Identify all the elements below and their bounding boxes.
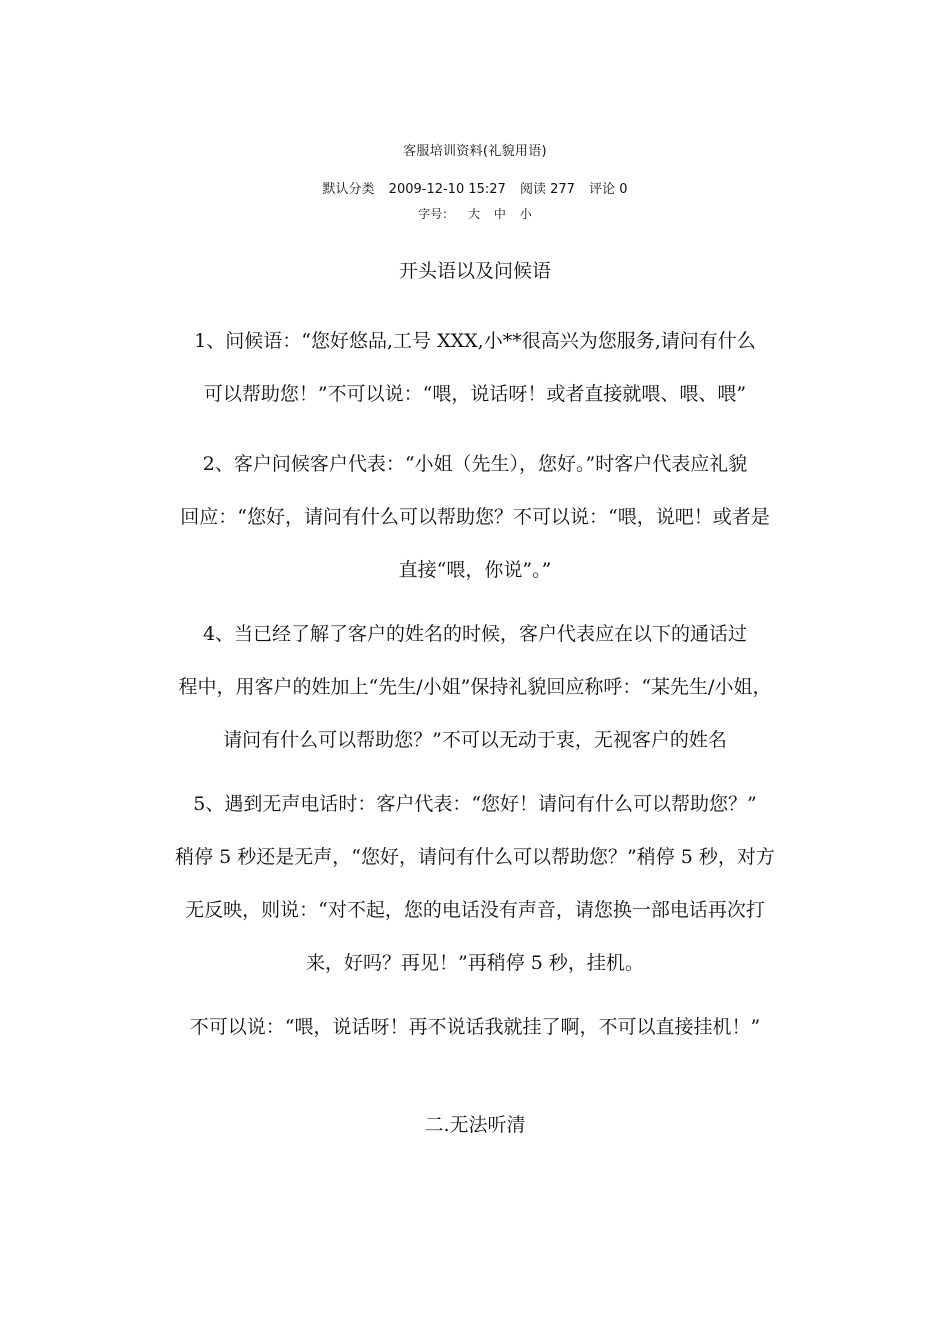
font-size-small-link[interactable]: 小 (519, 207, 532, 221)
article-title: 客服培训资料(礼貌用语) (403, 144, 547, 159)
paragraph-line: 稍停 5 秒还是无声，“您好，请问有什么可以帮助您？”稍停 5 秒，对方 (175, 846, 775, 868)
article-meta (0, 181, 950, 199)
paragraph-line: 4、当已经了解了客户的姓名的时候，客户代表应在以下的通话过 (202, 623, 748, 645)
paragraph-line: 1、问候语：“您好悠品,工号 XXX,小**很高兴为您服务,请问有什么 (194, 330, 756, 352)
font-size-medium-link[interactable]: 中 (493, 207, 506, 221)
paragraph-line: 无反映，则说：“对不起，您的电话没有声音，请您换一部电话再次打 (185, 899, 765, 921)
meta-reads: 阅读 277 (519, 182, 575, 197)
paragraph-line: 程中，用客户的姓加上“先生/小姐”保持礼貌回应称呼：“某先生/小姐， (178, 676, 772, 698)
paragraph-line: 回应：“您好，请问有什么可以帮助您？不可以说：“喂，说吧！或者是 (180, 506, 770, 528)
paragraph-line: 可以帮助您！”不可以说：“喂，说话呀！或者直接就喂、喂、喂” (203, 383, 747, 405)
paragraph-line: 直接“喂，你说”。” (398, 559, 552, 581)
section-heading-greetings: 开头语以及问候语 (398, 260, 551, 282)
paragraph-5 (140, 1001, 810, 1054)
meta-comments[interactable]: 评论 0 (589, 182, 628, 197)
paragraph-line: 来，好吗？再见！”再稍停 5 秒，挂机。 (306, 952, 644, 974)
section-heading-unclear: 二.无法听清 (424, 1114, 526, 1136)
font-size-selector (0, 205, 950, 223)
font-size-large-link[interactable]: 大 (468, 207, 481, 221)
font-size-label: 字号： (418, 207, 455, 221)
paragraph-2 (140, 438, 810, 597)
paragraph-line: 不可以说：“喂，说话呀！再不说话我就挂了啊，不可以直接挂机！” (189, 1016, 761, 1038)
paragraph-line: 请问有什么可以帮助您？”不可以无动于衷，无视客户的姓名 (223, 729, 727, 751)
paragraph-4 (140, 778, 810, 990)
meta-datetime: 2009-12-10 15:27 (388, 182, 506, 197)
paragraph-1 (140, 315, 810, 421)
paragraph-3 (140, 608, 810, 767)
meta-category[interactable]: 默认分类 (322, 182, 375, 197)
paragraph-line: 5、遇到无声电话时：客户代表：“您好！请问有什么可以帮助您？” (193, 793, 757, 815)
paragraph-line: 2、客户问候客户代表：“小姐（先生），您好。”时客户代表应礼貌 (202, 453, 748, 475)
